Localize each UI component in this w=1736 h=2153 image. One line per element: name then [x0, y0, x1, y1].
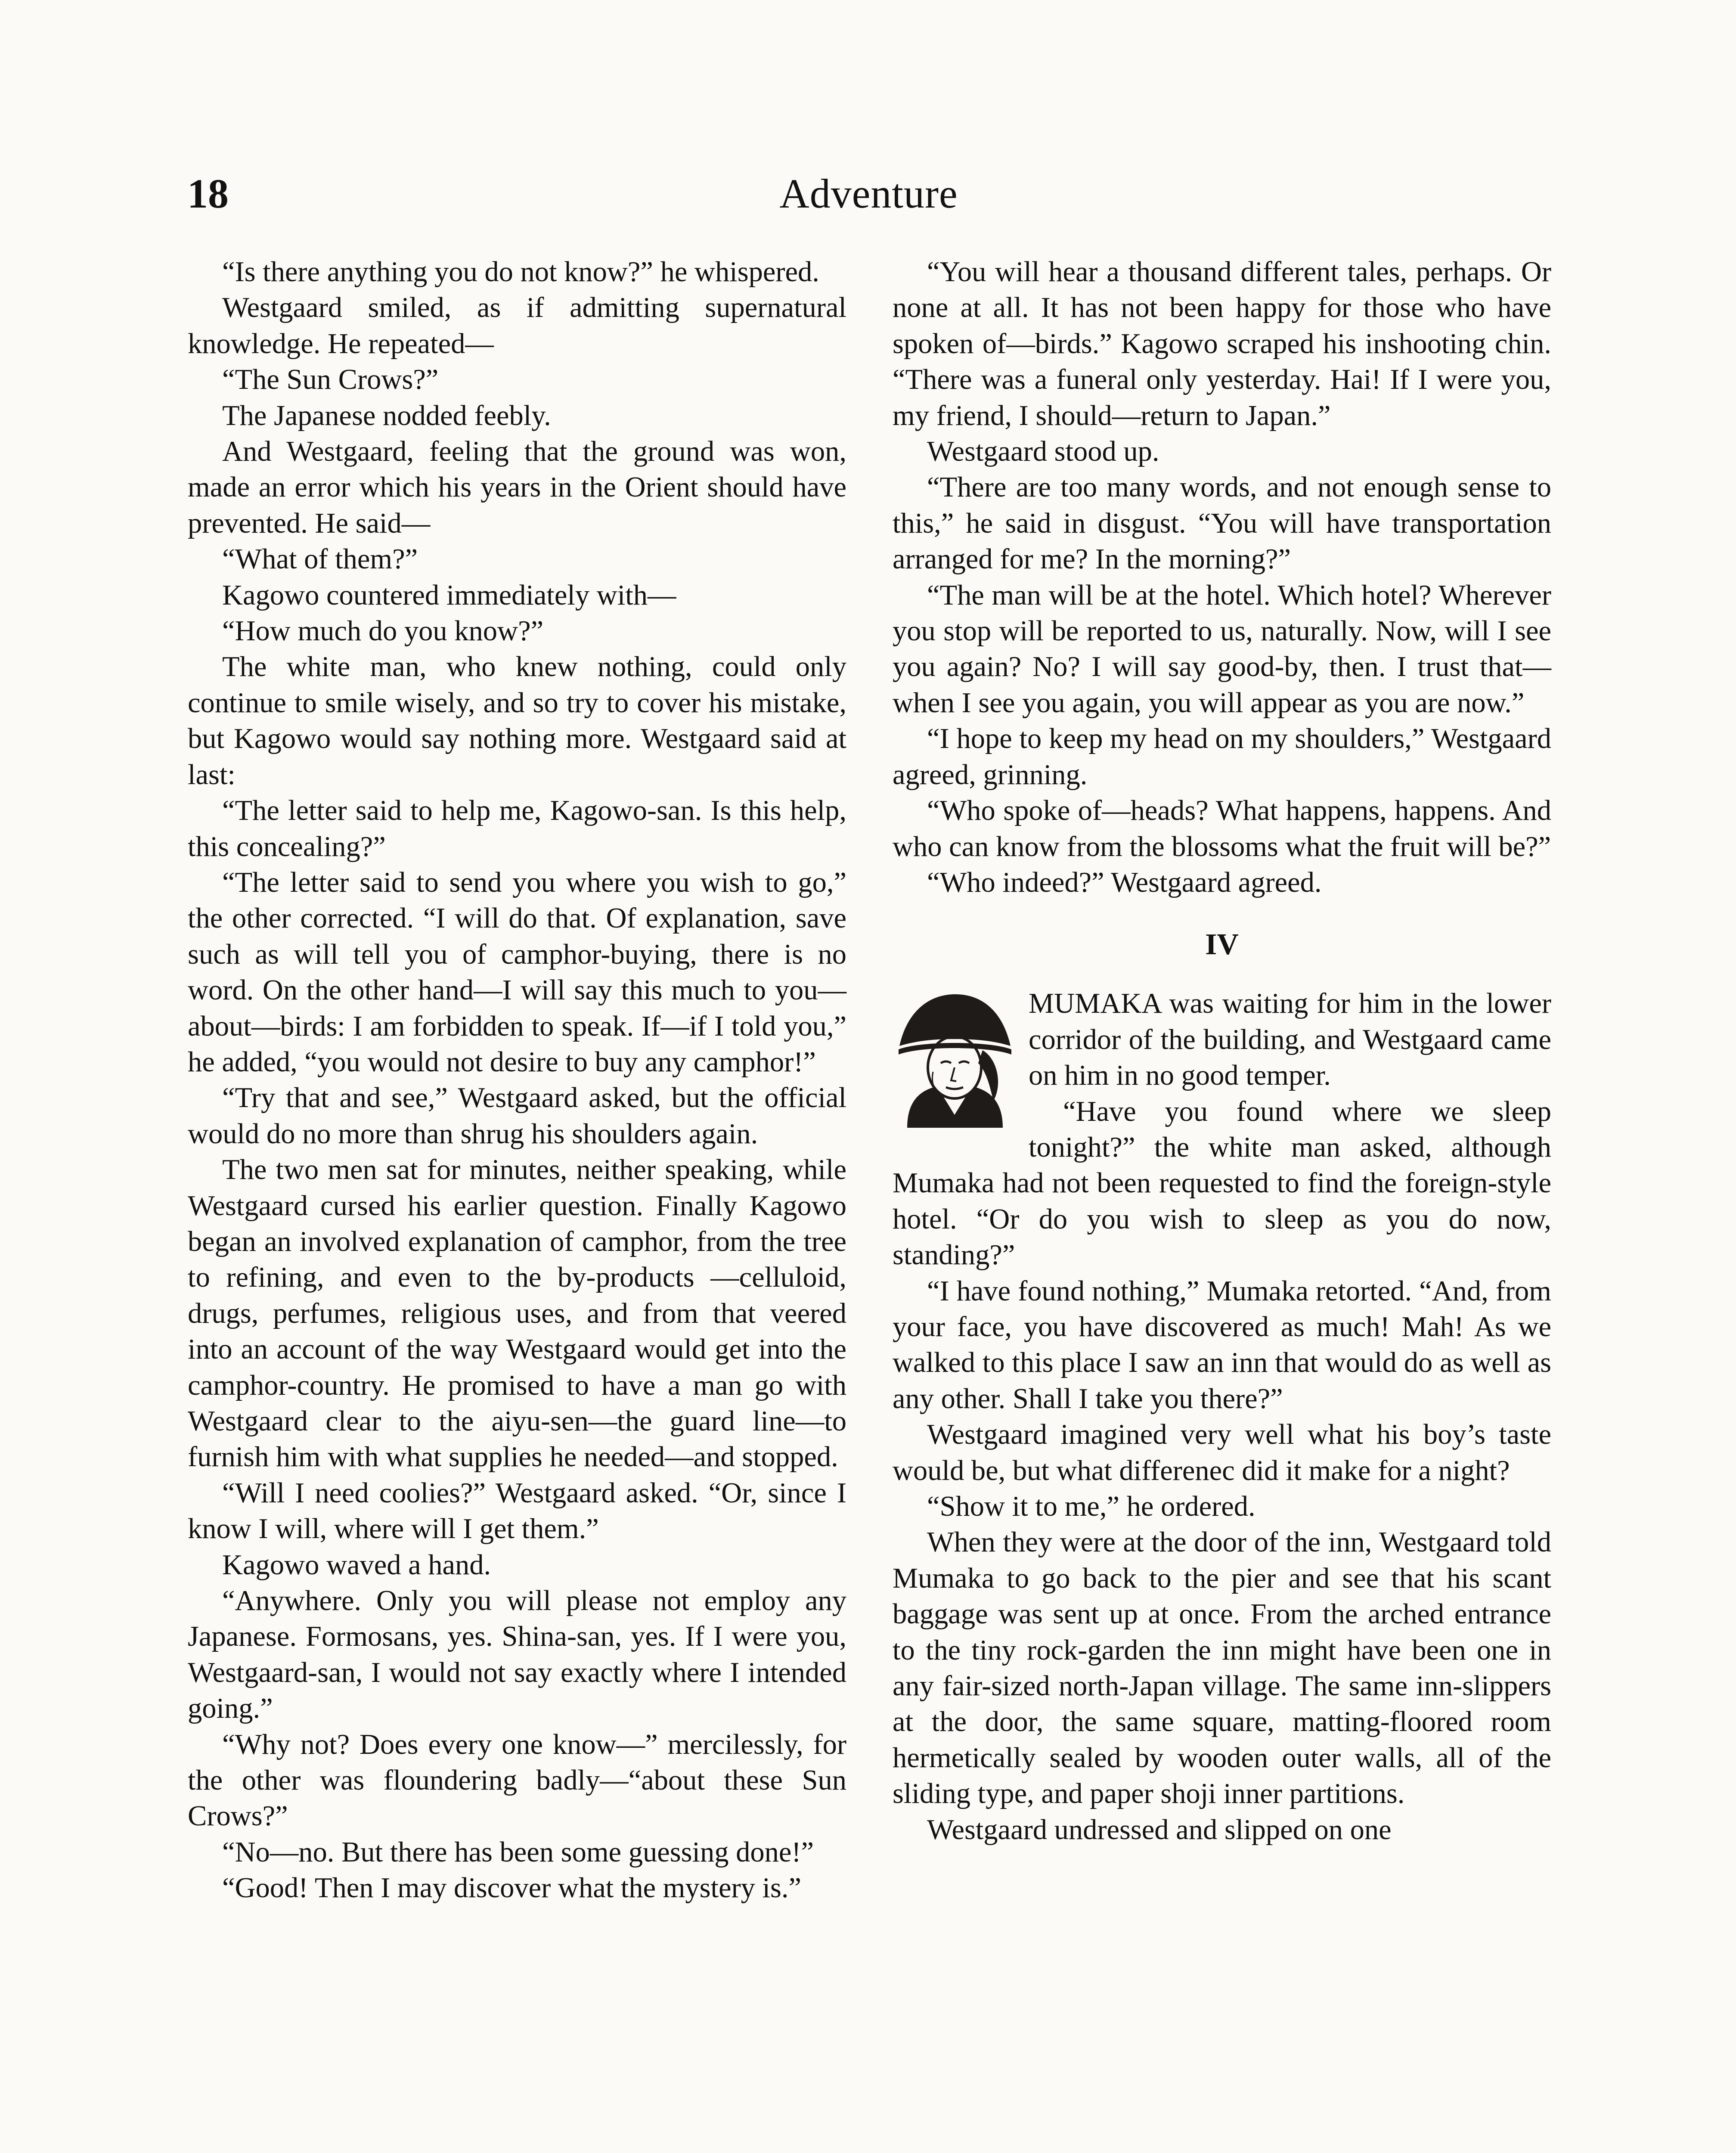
paragraph: “Have you found where we sleep tonight?” the white man asked, although Mumaka had not been requested to find the foreign-style hotel. “Or do you wish to sleep as you do now, standing?” [893, 1095, 1551, 1271]
paragraph: “Show it to me,” he ordered. [927, 1491, 1256, 1522]
left-column [188, 254, 846, 1906]
paragraph: And Westgaard, feeling that the ground was won, made an error which his years in the Orient should have prevented. He said— [188, 436, 846, 539]
paragraph: “Why not? Does every one know—” mercilessly, for the other was floundering badly—“about these Sun Crows?” [188, 1728, 846, 1832]
paragraph: Westgaard imagined very well what his boy’s taste would be, but what differenec did it make for a night? [893, 1419, 1551, 1486]
page-header [187, 159, 1550, 228]
paragraph: Westgaard smiled, as if admitting supernatural knowledge. He repeated— [188, 292, 846, 360]
paragraph: “No—no. But there has been some guessing done!” [222, 1836, 814, 1868]
paragraph: “Anywhere. Only you will please not employ any Japanese. Formosans, yes. Shina-san, yes. If I were you, Westgaard-san, I would not say exactly where I intended going.” [188, 1585, 846, 1725]
paragraph: MUMAKA was waiting for him in the lower corridor of the building, and Westgaard came on him in no good temper. [1029, 988, 1551, 1092]
paragraph: “Good! Then I may discover what the mystery is.” [222, 1872, 802, 1904]
paragraph: Kagowo countered immediately with— [222, 579, 676, 611]
paragraph: Kagowo waved a hand. [222, 1549, 491, 1581]
portrait-vignette-icon [890, 986, 1019, 1130]
magazine-title: Adventure [779, 171, 958, 217]
paragraph: “How much do you know?” [222, 615, 544, 647]
paragraph: “The letter said to send you where you wish to go,” the other corrected. “I will do that. Of explanation, save such as will tell you of camphor-buying, there is no word. On the other hand—I will say this much to you—about—birds: I am forbidden to speak. If—if I told you,” he added, “you would not desire to buy any camphor!” [188, 866, 846, 1078]
paragraph: The two men sat for minutes, neither speaking, while Westgaard cursed his earlier question. Finally Kagowo began an involved explanation of camphor, from the tree to refining, and even to the by-products —celluloid, drugs, perfumes, religious uses, and from that veered into an account of the way Westgaard would get into the camphor-country. He promised to have a man go with Westgaard clear to the aiyu-sen—the guard line—to furnish him with what supplies he needed—and stopped. [188, 1154, 846, 1473]
paragraph: “What of them?” [222, 543, 418, 575]
paragraph: The Japanese nodded feebly. [222, 400, 551, 431]
paragraph: “You will hear a thousand different tales, perhaps. Or none at all. It has not been happy for those who have spoken of—birds.” Kagowo scraped his inshooting chin. “There was a funeral only yesterday. Hai! If I were you, my friend, I should—return to Japan.” [893, 256, 1551, 431]
right-column [893, 254, 1551, 1848]
paragraph: “The Sun Crows?” [222, 364, 439, 396]
paragraph: “Is there anything you do not know?” he whispered. [222, 256, 819, 288]
paragraph: “The letter said to help me, Kagowo-san. Is this help, this concealing?” [188, 795, 846, 862]
paragraph: “Will I need coolies?” Westgaard asked. “Or, since I know I will, where will I get them.” [188, 1477, 846, 1545]
paragraph: When they were at the door of the inn, Westgaard told Mumaka to go back to the pier and see that his scant baggage was sent up at once. From the arched entrance to the tiny rock-garden the inn might have been one in any fair-sized north-Japan village. The same inn-slippers at the door, the same square, matting-floored room hermetically sealed by wooden outer walls, all of the sliding type, and paper shoji inner partitions. [893, 1526, 1551, 1810]
paragraph: “I hope to keep my head on my shoulders,” Westgaard agreed, grinning. [893, 723, 1551, 791]
paragraph: Westgaard stood up. [927, 436, 1159, 468]
paragraph: “The man will be at the hotel. Which hotel? Wherever you stop will be reported to us, naturally. Now, will I see you again? No? I will say good-by, then. I trust that—when I see you again, you will appear as you are now.” [893, 579, 1551, 719]
paragraph: Westgaard undressed and slipped on one [927, 1814, 1392, 1846]
paragraph: “Try that and see,” Westgaard asked, but the official would do no more than shrug his shoulders again. [188, 1082, 846, 1150]
paragraph: “Who indeed?” Westgaard agreed. [927, 866, 1322, 898]
paragraph: “Who spoke of—heads? What happens, happens. And who can know from the blossoms what the fruit will be?” [893, 795, 1551, 862]
paragraph: The white man, who knew nothing, could only continue to smile wisely, and so try to cover his mistake, but Kagowo would say nothing more. Westgaard said at last: [188, 651, 846, 791]
paragraph: “There are too many words, and not enough sense to this,” he said in disgust. “You will have transportation arranged for me? In the morning?” [893, 472, 1551, 575]
paragraph: “I have found nothing,” Mumaka retorted. “And, from your face, you have discovered as much! Mah! As we walked to this place I saw an inn that would do as well as any other. Shall I take you there?” [893, 1275, 1551, 1415]
section-number: IV [1205, 928, 1239, 962]
page-number: 18 [187, 171, 229, 217]
